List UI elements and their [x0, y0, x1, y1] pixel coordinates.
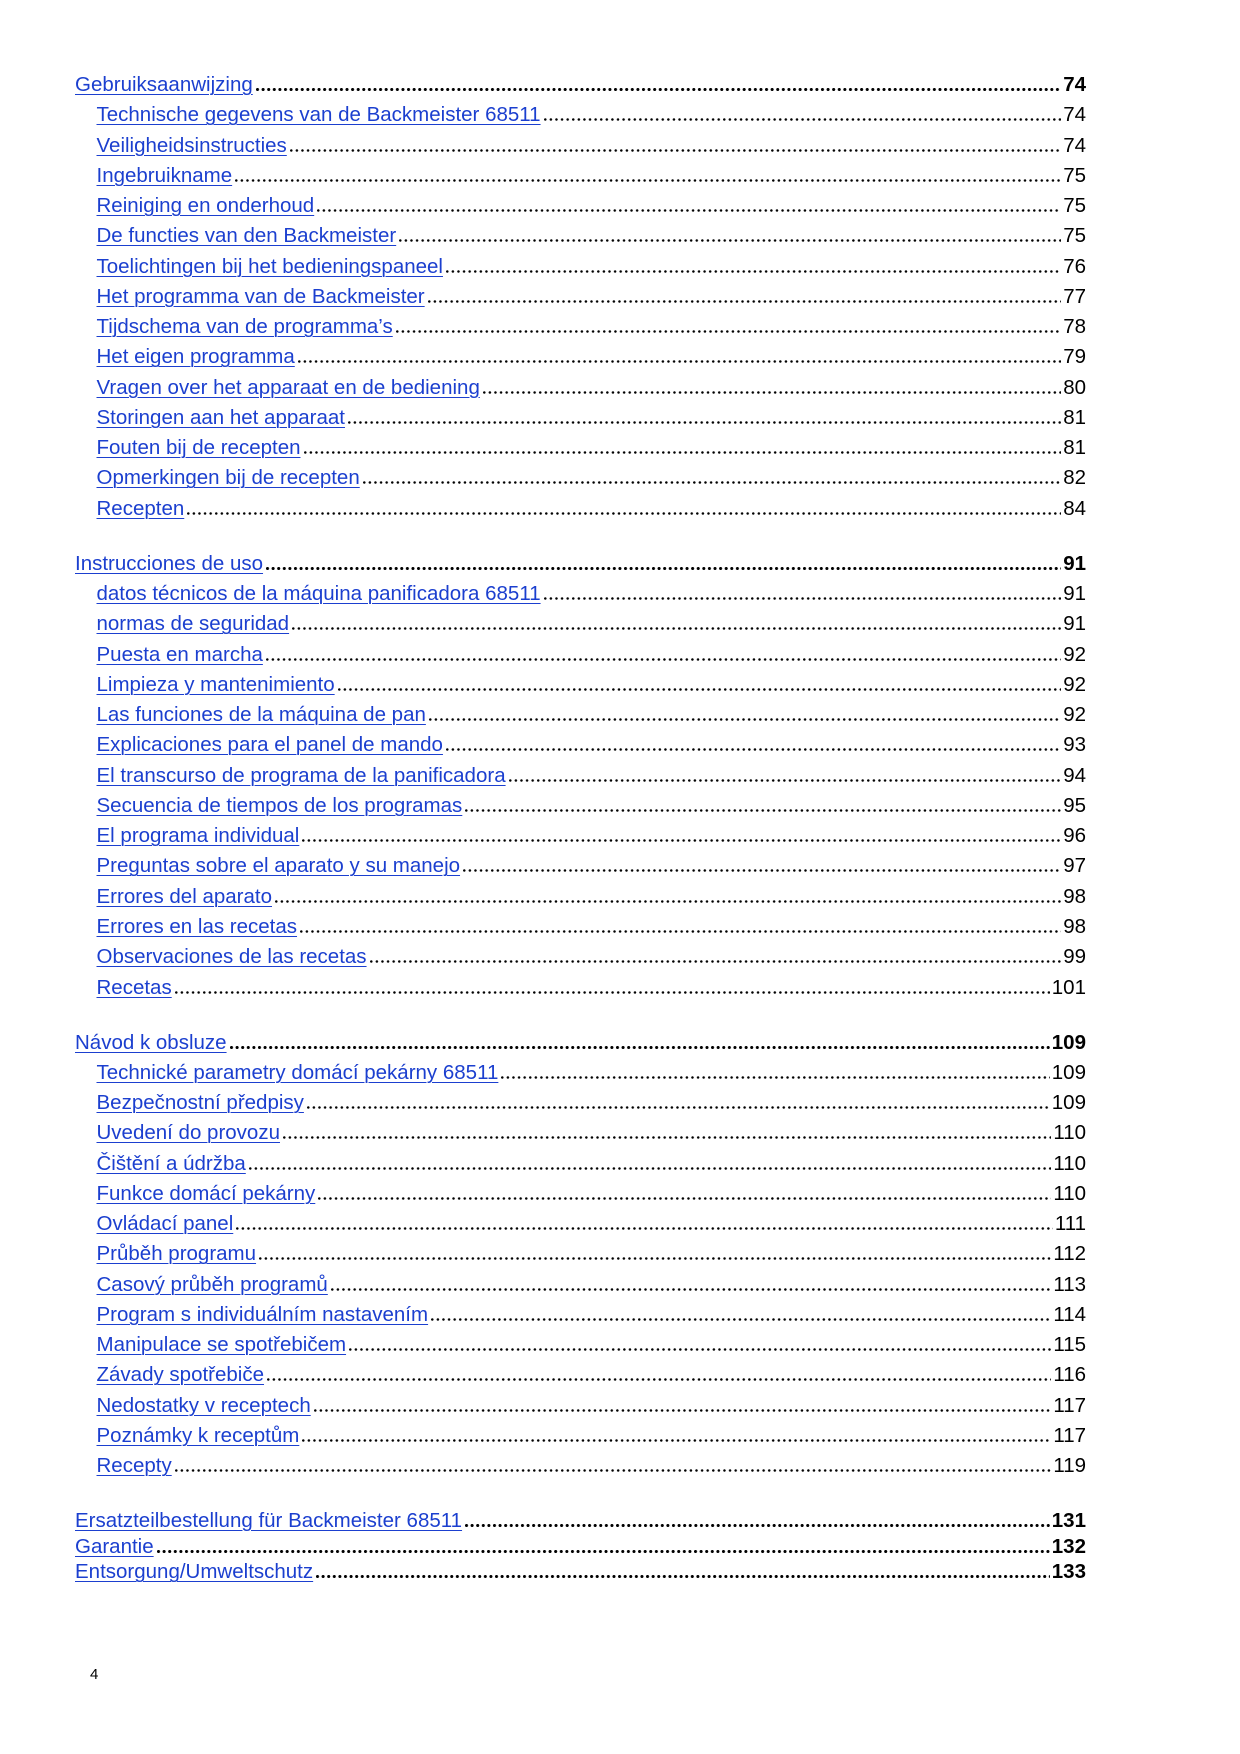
toc-subentry-page-number: 117: [1053, 1424, 1086, 1448]
toc-appendix-entry: [75, 1559, 1086, 1585]
toc-chapter-entry-page-number: 74: [1063, 73, 1086, 96]
dot-leader: [463, 869, 1061, 872]
toc-subentry-link[interactable]: Technische gegevens van de Backmeister 68511: [96, 103, 541, 127]
toc-subentry-page-number: 84: [1063, 496, 1086, 520]
toc-appendix: [75, 1508, 1086, 1586]
dot-leader: [157, 1550, 1050, 1553]
toc-subentry: [75, 1179, 1086, 1209]
toc-subentry-link[interactable]: Fouten bij de recepten: [96, 436, 301, 460]
toc-subentry-link[interactable]: Tijdschema van de programma’s: [96, 315, 393, 339]
toc-subentry-link[interactable]: Technické parametry domácí pekárny 68511: [96, 1060, 499, 1084]
toc-subentry: [75, 1330, 1086, 1360]
toc-subentry: [75, 191, 1086, 221]
toc-section: [75, 70, 1086, 524]
dot-leader: [267, 1378, 1051, 1381]
dot-leader: [331, 1288, 1051, 1291]
toc-subentry-link[interactable]: Puesta en marcha: [96, 642, 263, 666]
toc-subentry-link[interactable]: Recepten: [96, 496, 185, 520]
toc-subentry: [75, 1421, 1086, 1451]
toc-subentry-link[interactable]: Recepty: [96, 1454, 172, 1478]
dot-leader: [338, 688, 1062, 691]
toc-subentry-page-number: 109: [1051, 1060, 1086, 1084]
toc-appendix-entry-link[interactable]: Garantie: [75, 1534, 154, 1558]
toc-subentry-link[interactable]: Las funciones de la máquina de pan: [96, 703, 426, 727]
toc-subentry: [75, 761, 1086, 791]
toc-subentry: [75, 131, 1086, 161]
toc-subentry-link[interactable]: El programa individual: [96, 824, 300, 848]
toc-subentry: [75, 1239, 1086, 1269]
toc-subentry: [75, 1088, 1086, 1118]
toc-subentry-link[interactable]: Nedostatky v receptech: [96, 1393, 311, 1417]
toc-subentry-page-number: 91: [1063, 582, 1086, 606]
toc-chapter-entry-link[interactable]: Návod k obsluze: [75, 1030, 227, 1054]
dot-leader: [249, 1167, 1052, 1170]
toc-subentry: [75, 494, 1086, 524]
toc-subentry-page-number: 74: [1063, 103, 1086, 127]
toc-subentry: [75, 579, 1086, 609]
toc-subentry-link[interactable]: Poznámky k receptům: [96, 1424, 300, 1448]
dot-leader: [370, 960, 1062, 963]
toc-subentry-link[interactable]: Bezpečnostní předpisy: [96, 1091, 304, 1115]
toc-subentry-link[interactable]: Závady spotřebiče: [96, 1363, 265, 1387]
dot-leader: [317, 209, 1061, 212]
dot-leader: [465, 1524, 1050, 1527]
toc-subentry-link[interactable]: De functies van den Backmeister: [96, 224, 397, 248]
toc-subentry: [75, 433, 1086, 463]
toc-subentry-page-number: 93: [1063, 733, 1086, 757]
dot-leader: [298, 360, 1061, 363]
toc-subentry-page-number: 96: [1063, 824, 1086, 848]
toc-subentry-page-number: 81: [1063, 436, 1086, 460]
toc-appendix-entry: [75, 1508, 1086, 1534]
toc-subentry-link[interactable]: Recetas: [96, 975, 172, 999]
toc-chapter-entry-page-number: 91: [1063, 551, 1086, 575]
toc-subentry: [75, 1270, 1086, 1300]
toc-subentry: [75, 942, 1086, 972]
table-of-contents: [75, 70, 1086, 1585]
toc-subentry-page-number: 75: [1063, 194, 1086, 218]
toc-subentry: [75, 670, 1086, 700]
dot-leader: [446, 270, 1061, 273]
toc-subentry-page-number: 117: [1053, 1393, 1086, 1417]
dot-leader: [429, 718, 1061, 721]
toc-subentry: [75, 912, 1086, 942]
toc-subentry: [75, 1360, 1086, 1390]
toc-subentry: [75, 973, 1086, 1003]
toc-subentry-page-number: 98: [1063, 914, 1086, 938]
page-number: 4: [90, 1666, 99, 1683]
toc-subentry-page-number: 119: [1053, 1454, 1086, 1478]
toc-appendix-entry: [75, 1534, 1086, 1560]
toc-subentry-page-number: 92: [1063, 703, 1086, 727]
toc-subentry-link[interactable]: Het eigen programma: [96, 345, 295, 369]
dot-leader: [318, 1197, 1051, 1200]
toc-subentry-link[interactable]: El transcurso de programa de la panificadora: [96, 763, 506, 787]
toc-subentry: [75, 282, 1086, 312]
toc-chapter-entry-page-number: 109: [1051, 1030, 1086, 1054]
toc-subentry-link[interactable]: Observaciones de las recetas: [96, 945, 367, 969]
toc-appendix-entry-link[interactable]: Entsorgung/Umweltschutz: [75, 1560, 314, 1584]
toc-subentry-page-number: 91: [1063, 612, 1086, 636]
dot-leader: [290, 149, 1061, 152]
toc-subentry-page-number: 109: [1051, 1091, 1086, 1115]
toc-subentry: [75, 882, 1086, 912]
toc-subentry-link[interactable]: Vragen over het apparaat en de bediening: [96, 375, 480, 399]
toc-subentry: [75, 100, 1086, 130]
toc-chapter-entry-link[interactable]: Instrucciones de uso: [75, 551, 264, 575]
toc-subentry-page-number: 114: [1053, 1302, 1086, 1326]
toc-subentry-page-number: 78: [1063, 315, 1086, 339]
dot-leader: [431, 1318, 1051, 1321]
dot-leader: [266, 658, 1061, 661]
dot-leader: [316, 1575, 1050, 1578]
toc-subentry-page-number: 95: [1063, 793, 1086, 817]
toc-subentry-link[interactable]: Reiniging en onderhoud: [96, 194, 315, 218]
toc-subentry-link[interactable]: Toelichtingen bij het bedieningspaneel: [96, 254, 443, 278]
toc-subentry-link[interactable]: Opmerkingen bij de recepten: [96, 466, 360, 490]
toc-subentry: [75, 312, 1086, 342]
toc-subentry-link[interactable]: Limpieza y mantenimiento: [96, 672, 335, 696]
toc-chapter-entry-link[interactable]: Gebruiksaanwijzing: [75, 73, 253, 96]
toc-chapter-entry: [75, 1028, 1086, 1058]
dot-leader: [235, 179, 1061, 182]
toc-subentry-link[interactable]: Secuencia de tiempos de los programas: [96, 793, 463, 817]
dot-leader: [259, 1257, 1051, 1260]
dot-leader: [266, 567, 1061, 570]
toc-subentry: [75, 1209, 1086, 1239]
dot-leader: [300, 930, 1061, 933]
toc-subentry-page-number: 94: [1063, 763, 1086, 787]
toc-subentry-link[interactable]: Funkce domácí pekárny: [96, 1181, 316, 1205]
toc-subentry-page-number: 80: [1063, 375, 1086, 399]
toc-subentry-link[interactable]: Casový průběh programů: [96, 1272, 328, 1296]
dot-leader: [428, 300, 1062, 303]
dot-leader: [544, 597, 1062, 600]
toc-subentry-page-number: 111: [1054, 1212, 1086, 1236]
toc-section: [75, 1028, 1086, 1482]
dot-leader: [256, 88, 1061, 91]
dot-leader: [302, 1439, 1051, 1442]
toc-subentry: [75, 1149, 1086, 1179]
toc-subentry-link[interactable]: Ingebruikname: [96, 163, 233, 187]
toc-subentry: [75, 221, 1086, 251]
toc-subentry-link[interactable]: Průběh programu: [96, 1242, 257, 1266]
dot-leader: [307, 1106, 1050, 1109]
toc-subentry: [75, 1451, 1086, 1481]
toc-subentry-link[interactable]: Program s individuálním nastavením: [96, 1302, 429, 1326]
toc-subentry-page-number: 113: [1053, 1272, 1086, 1296]
dot-leader: [396, 330, 1061, 333]
toc-subentry: [75, 161, 1086, 191]
toc-subentry-link[interactable]: Errores en las recetas: [96, 914, 298, 938]
toc-subentry-link[interactable]: Errores del aparato: [96, 884, 272, 908]
toc-subentry: [75, 821, 1086, 851]
toc-subentry-page-number: 82: [1063, 466, 1086, 490]
toc-subentry-page-number: 92: [1063, 672, 1086, 696]
toc-subentry: [75, 403, 1086, 433]
dot-leader: [465, 809, 1061, 812]
toc-subentry-page-number: 75: [1063, 224, 1086, 248]
toc-subentry-link[interactable]: normas de seguridad: [96, 612, 290, 636]
dot-leader: [292, 627, 1061, 630]
dot-leader: [304, 451, 1062, 454]
toc-subentry-page-number: 79: [1063, 345, 1086, 369]
dot-leader: [399, 239, 1061, 242]
dot-leader: [363, 481, 1061, 484]
dot-leader: [348, 421, 1061, 424]
toc-subentry-page-number: 76: [1063, 254, 1086, 278]
toc-subentry-page-number: 81: [1063, 405, 1086, 429]
toc-subentry-page-number: 77: [1063, 284, 1086, 308]
toc-subentry-page-number: 97: [1063, 854, 1086, 878]
toc-appendix-entry-page-number: 131: [1051, 1508, 1086, 1532]
toc-subentry-page-number: 74: [1063, 133, 1086, 157]
toc-subentry: [75, 463, 1086, 493]
dot-leader: [446, 748, 1061, 751]
toc-subentry: [75, 730, 1086, 760]
toc-subentry-link[interactable]: Het programma van de Backmeister: [96, 284, 425, 308]
toc-subentry: [75, 791, 1086, 821]
toc-subentry-link[interactable]: Uvedení do provozu: [96, 1121, 280, 1145]
dot-leader: [175, 991, 1050, 994]
toc-subentry-page-number: 92: [1063, 642, 1086, 666]
dot-leader: [236, 1227, 1053, 1230]
toc-subentry-link[interactable]: Ovládací panel: [96, 1212, 234, 1236]
toc-subentry: [75, 342, 1086, 372]
toc-subentry-page-number: 116: [1053, 1363, 1086, 1387]
toc-subentry-link[interactable]: Storingen aan het apparaat: [96, 405, 345, 429]
dot-leader: [283, 1136, 1051, 1139]
toc-chapter-entry: [75, 549, 1086, 579]
toc-subentry-page-number: 101: [1051, 975, 1086, 999]
toc-subentry-link[interactable]: Veiligheidsinstructies: [96, 133, 287, 157]
dot-leader: [483, 391, 1061, 394]
toc-appendix-entry-page-number: 133: [1051, 1560, 1086, 1584]
dot-leader: [314, 1409, 1052, 1412]
dot-leader: [187, 512, 1061, 515]
dot-leader: [302, 839, 1061, 842]
toc-subentry-page-number: 110: [1053, 1121, 1086, 1145]
dot-leader: [349, 1348, 1051, 1351]
toc-subentry-page-number: 115: [1053, 1333, 1086, 1357]
toc-subentry-page-number: 98: [1063, 884, 1086, 908]
toc-subentry: [75, 1058, 1086, 1088]
toc-subentry-link[interactable]: Preguntas sobre el aparato y su manejo: [96, 854, 461, 878]
dot-leader: [501, 1076, 1049, 1079]
toc-subentry-link[interactable]: Explicaciones para el panel de mando: [96, 733, 443, 757]
toc-subentry: [75, 1391, 1086, 1421]
toc-section: [75, 549, 1086, 1003]
toc-subentry: [75, 1118, 1086, 1148]
toc-subentry-page-number: 99: [1063, 945, 1086, 969]
toc-appendix-entry-page-number: 132: [1051, 1534, 1086, 1558]
dot-leader: [544, 118, 1062, 121]
dot-leader: [275, 900, 1061, 903]
toc-appendix-entry-link[interactable]: Ersatzteilbestellung für Backmeister 68511: [75, 1508, 463, 1532]
toc-subentry-page-number: 112: [1053, 1242, 1086, 1266]
toc-subentry: [75, 851, 1086, 881]
toc-subentry: [75, 1300, 1086, 1330]
toc-subentry-page-number: 110: [1053, 1181, 1086, 1205]
dot-leader: [509, 779, 1062, 782]
toc-subentry: [75, 640, 1086, 670]
toc-subentry: [75, 252, 1086, 282]
toc-chapter-entry: [75, 70, 1086, 100]
toc-subentry-page-number: 110: [1053, 1151, 1086, 1175]
toc-subentry-link[interactable]: datos técnicos de la máquina panificadora 68511: [96, 582, 541, 606]
toc-subentry-link[interactable]: Čištění a údržba: [96, 1151, 246, 1175]
toc-subentry: [75, 700, 1086, 730]
dot-leader: [230, 1046, 1050, 1049]
dot-leader: [175, 1469, 1052, 1472]
toc-subentry: [75, 609, 1086, 639]
toc-subentry-link[interactable]: Manipulace se spotřebičem: [96, 1333, 347, 1357]
toc-subentry-page-number: 75: [1063, 163, 1086, 187]
toc-subentry: [75, 373, 1086, 403]
